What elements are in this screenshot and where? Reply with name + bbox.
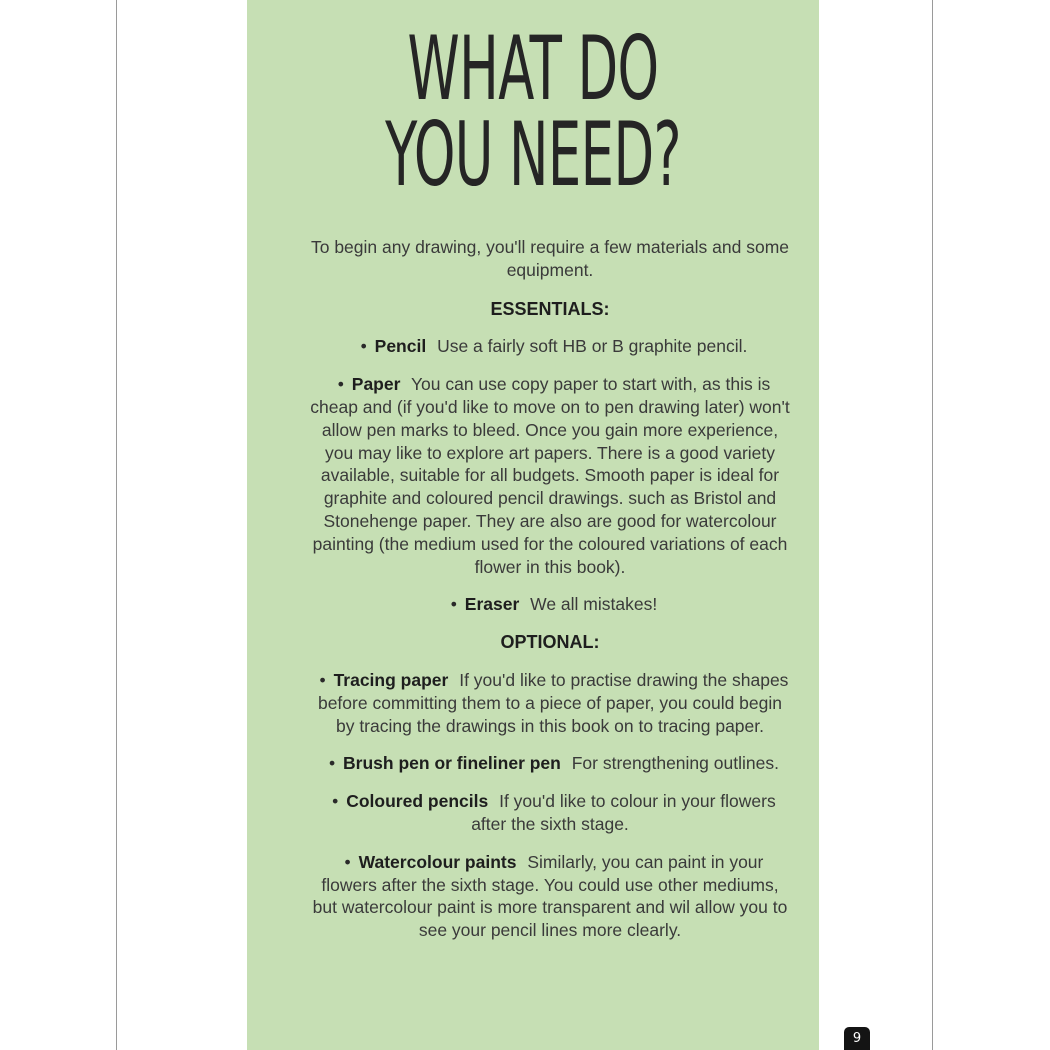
essentials-list	[309, 335, 791, 616]
content-panel	[247, 0, 819, 1050]
item-description: For strengthening outlines.	[571, 753, 779, 774]
item-term: Paper	[351, 374, 401, 395]
page-number-badge: 9	[844, 1027, 870, 1050]
list-item-brush-pen	[309, 752, 791, 775]
item-description: Use a fairly soft HB or B graphite pencil.	[437, 336, 748, 357]
item-term: Eraser	[464, 594, 520, 615]
bullet-icon: •	[344, 851, 351, 872]
title-line-2: YOU NEED?	[385, 103, 681, 206]
item-term: Watercolour paints	[358, 851, 517, 872]
body-content	[309, 236, 791, 957]
bullet-icon: •	[328, 753, 336, 774]
optional-heading: OPTIONAL:	[500, 632, 600, 653]
item-term: Coloured pencils	[346, 791, 489, 812]
item-description: You can use copy paper to start with, as this is cheap and (if you'd like to move on to pen drawing later) won't allow pen marks to bleed. Once you gain more experience, you may like to explore art papers. There is a good variety available, suitable for all budgets. Smooth paper is ideal for graphite and coloured pencil drawings. such as Bristol and Stonehenge paper. They are also are good for watercolour painting (the medium used for the coloured variations of each flower in this book).	[310, 374, 790, 577]
optional-list	[309, 669, 791, 942]
bullet-icon: •	[450, 594, 457, 615]
bullet-icon: •	[319, 669, 326, 690]
list-item-eraser	[309, 593, 791, 616]
item-description: If you'd like to colour in your flowers after the sixth stage.	[471, 791, 776, 834]
list-item-watercolour-paints	[309, 851, 791, 942]
list-item-paper	[309, 373, 791, 578]
title-line-1: WHAT DO	[407, 17, 659, 120]
list-item-tracing-paper	[309, 669, 791, 737]
list-item-pencil	[309, 335, 791, 358]
essentials-heading: ESSENTIALS:	[490, 298, 610, 319]
list-item-coloured-pencils	[309, 790, 791, 836]
bullet-icon: •	[360, 336, 367, 357]
intro-paragraph: To begin any drawing, you'll require a few materials and some equipment.	[310, 237, 790, 280]
item-description: We all mistakes!	[530, 594, 658, 615]
bullet-icon: •	[332, 791, 339, 812]
item-description: Similarly, you can paint in your flowers after the sixth stage. You could use other mediums, but watercolour paint is more transparent and wil allow you to see your pencil lines more clearly.	[312, 851, 788, 941]
item-description: If you'd like to practise drawing the shapes before committing them to a piece of paper, you could begin by tracing the drawings in this book on to tracing paper.	[317, 669, 789, 736]
item-term: Brush pen or fineliner pen	[343, 753, 561, 774]
bullet-icon: •	[337, 374, 344, 395]
page-title	[361, 17, 704, 206]
item-term: Tracing paper	[333, 669, 449, 690]
item-term: Pencil	[374, 336, 427, 357]
